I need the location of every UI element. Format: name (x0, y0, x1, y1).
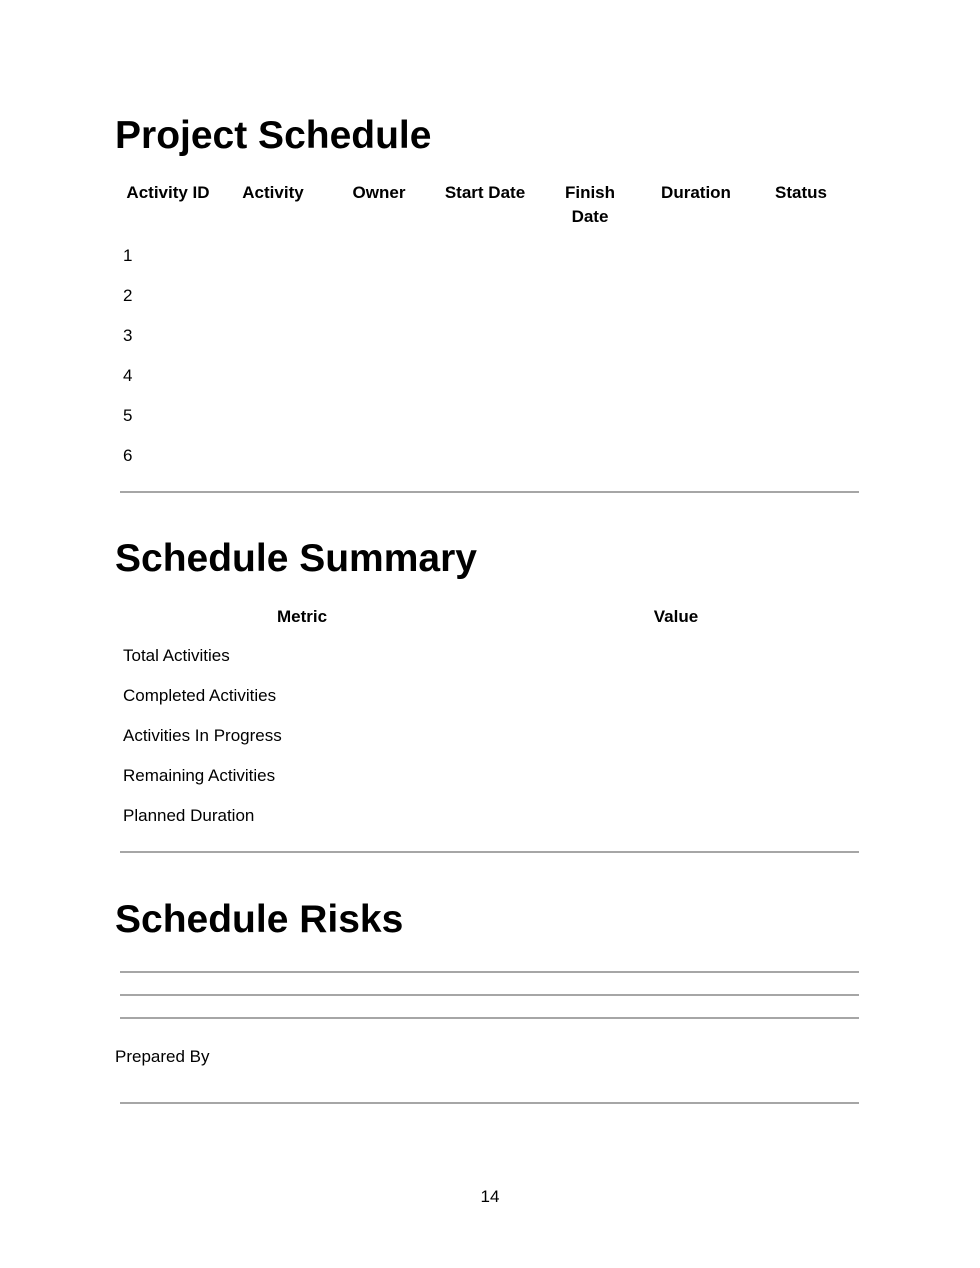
prepared-by-label: Prepared By (115, 1047, 210, 1066)
column-header-activity-id: Activity ID (126, 183, 210, 202)
summary-table-divider (120, 851, 859, 853)
column-header-start-date: Start Date (444, 183, 526, 202)
section-title-project-schedule: Project Schedule (115, 114, 432, 157)
table-row (0, 796, 980, 836)
metric-cell: Remaining Activities (123, 766, 276, 785)
activity-id-cell: 4 (123, 366, 133, 385)
column-header-duration: Duration (661, 183, 731, 202)
activity-id-cell: 5 (123, 406, 133, 425)
section-title-schedule-risks: Schedule Risks (115, 898, 404, 941)
metric-cell: Completed Activities (123, 686, 277, 705)
column-header-status: Status (775, 183, 827, 202)
column-header-activity: Activity (242, 183, 304, 202)
risk-entry-line[interactable] (120, 994, 859, 996)
metric-cell: Planned Duration (123, 806, 255, 825)
column-header-value: Value (653, 607, 699, 626)
column-header-finish-date: Finish Date (564, 183, 616, 226)
activity-id-cell: 3 (123, 326, 133, 345)
schedule-table-header (0, 181, 980, 241)
activity-id-cell: 1 (123, 246, 133, 265)
table-row (0, 716, 980, 756)
table-row (0, 236, 980, 276)
risk-entry-line[interactable] (120, 1017, 859, 1019)
table-row (0, 276, 980, 316)
page-number: 14 (480, 1187, 500, 1206)
table-row (0, 356, 980, 396)
table-row (0, 756, 980, 796)
column-header-owner: Owner (352, 183, 406, 202)
schedule-table-divider (120, 491, 859, 493)
prepared-by-signature-line[interactable] (120, 1102, 859, 1104)
section-title-schedule-summary: Schedule Summary (115, 537, 477, 580)
table-row (0, 636, 980, 676)
summary-table-header (0, 605, 980, 629)
risk-entry-line[interactable] (120, 971, 859, 973)
table-row (0, 396, 980, 436)
metric-cell: Activities In Progress (123, 726, 282, 745)
metric-cell: Total Activities (123, 646, 230, 665)
activity-id-cell: 6 (123, 446, 133, 465)
table-row (0, 436, 980, 476)
table-row (0, 676, 980, 716)
column-header-metric: Metric (276, 607, 328, 626)
activity-id-cell: 2 (123, 286, 133, 305)
table-row (0, 316, 980, 356)
